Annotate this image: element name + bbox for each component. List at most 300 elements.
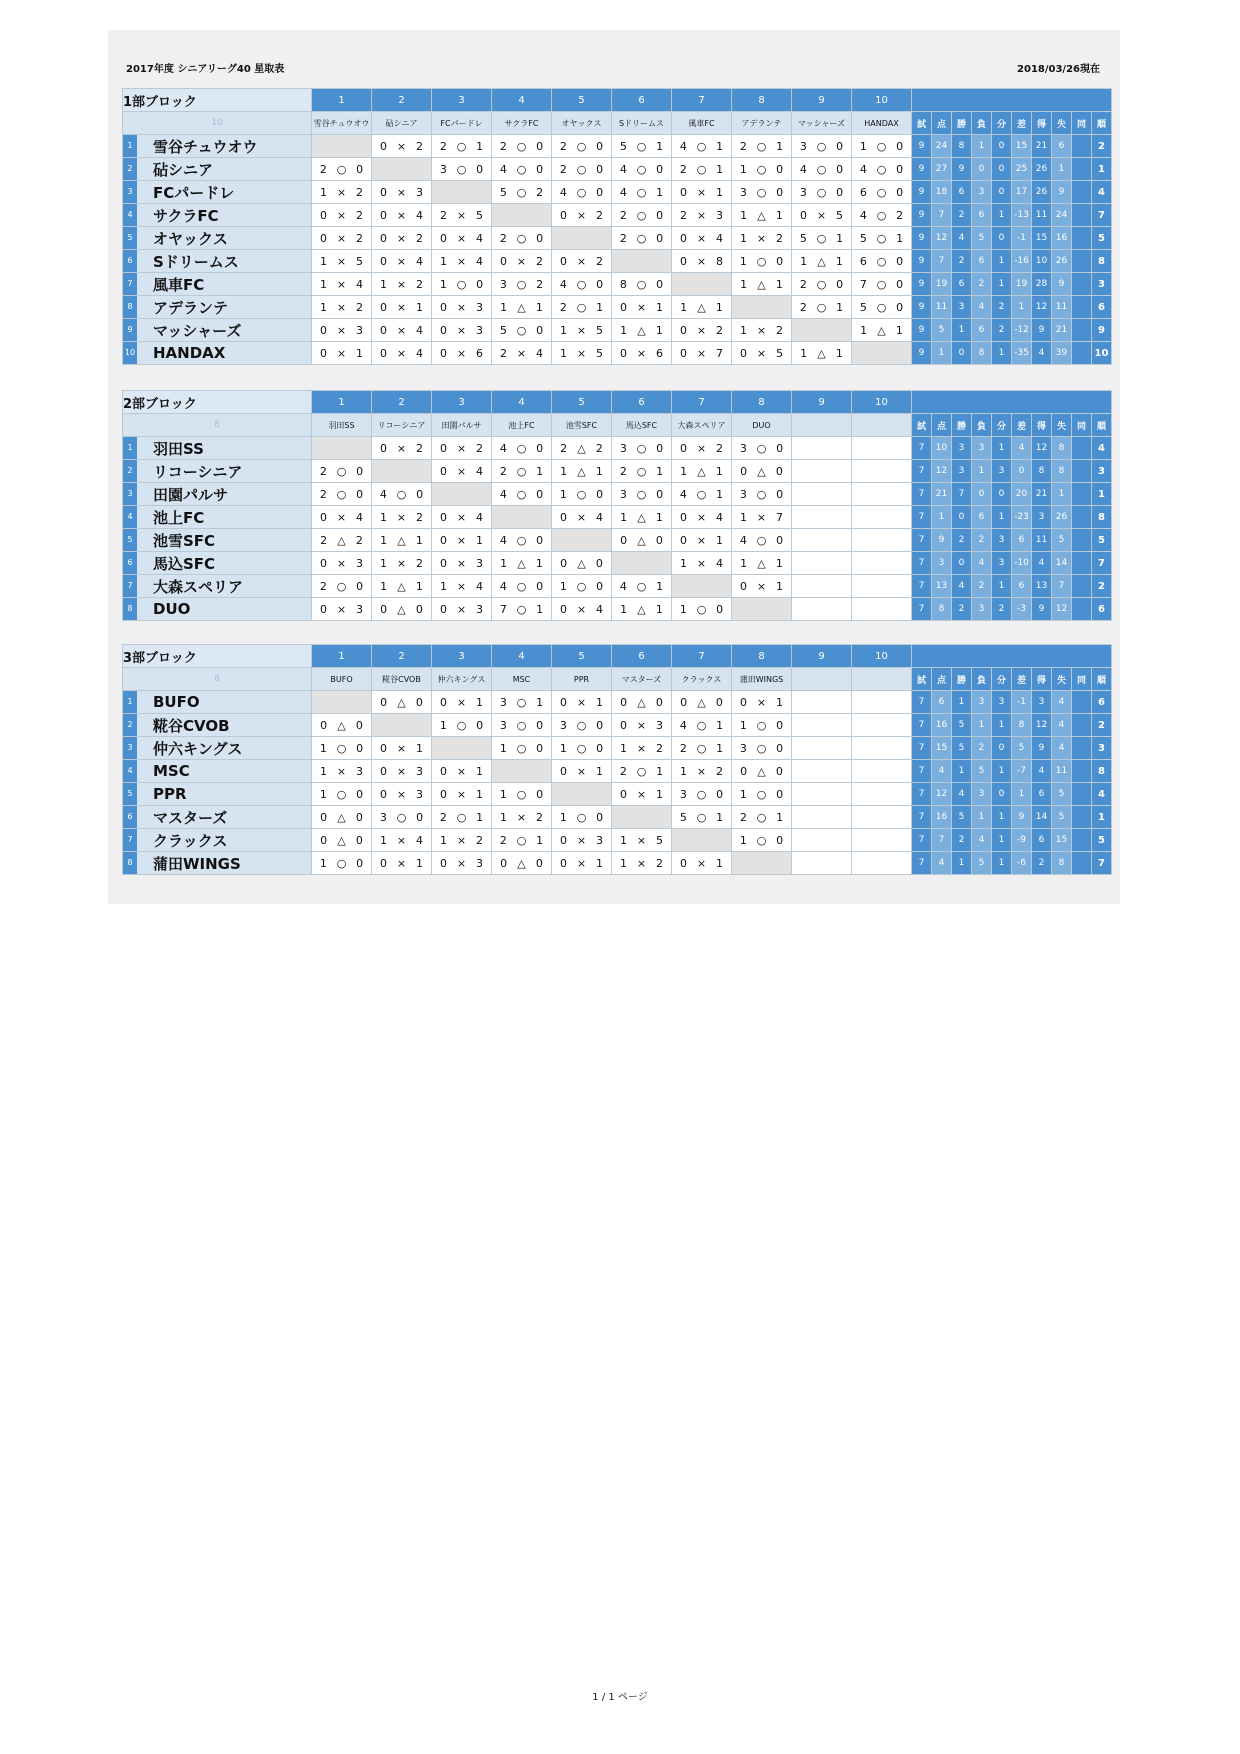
- match-result: [312, 829, 371, 851]
- result-cell: [372, 483, 432, 506]
- team-label: 風車FC: [153, 275, 205, 294]
- result-part: 0: [776, 441, 784, 455]
- result-part: 1: [415, 579, 423, 593]
- result-part: 2: [356, 185, 364, 199]
- stat-value: 9: [912, 158, 932, 181]
- stat-value: [1072, 737, 1092, 760]
- rank-value: 8: [1092, 250, 1112, 273]
- result-part: 0: [379, 323, 387, 337]
- header-row: [123, 645, 1112, 668]
- result-part: ×: [576, 346, 587, 360]
- result-cell: [792, 342, 852, 365]
- stat-value: 3: [952, 460, 972, 483]
- result-cell: [312, 204, 372, 227]
- result-part: 0: [379, 741, 387, 755]
- stat-value: [1072, 691, 1092, 714]
- subheader-row: [123, 414, 1112, 437]
- result-part: 0: [536, 487, 544, 501]
- match-result: [312, 296, 371, 318]
- stat-value: [1072, 319, 1092, 342]
- result-part: 3: [739, 487, 747, 501]
- result-part: 0: [439, 231, 447, 245]
- result-part: 1: [319, 277, 327, 291]
- match-result: [552, 181, 611, 203]
- stat-value: 5: [972, 227, 992, 250]
- rank-value: 8: [1092, 760, 1112, 783]
- result-cell: [672, 227, 732, 250]
- team-name: [123, 342, 312, 365]
- match-result: [312, 852, 371, 874]
- result-part: ×: [336, 556, 347, 570]
- stat-value: [1072, 250, 1092, 273]
- result-cell: [672, 342, 732, 365]
- result-part: 0: [620, 695, 628, 709]
- result-part: ○: [696, 718, 707, 732]
- result-part: ×: [696, 764, 707, 778]
- result-part: 3: [439, 162, 447, 176]
- result-cell: [852, 806, 912, 829]
- result-part: 2: [619, 764, 627, 778]
- stat-value: 1: [992, 250, 1012, 273]
- result-part: ○: [756, 533, 767, 547]
- result-part: 0: [559, 764, 567, 778]
- match-result: [732, 552, 791, 574]
- match-result: [732, 250, 791, 272]
- team-row: [123, 437, 1112, 460]
- result-part: ○: [336, 856, 347, 870]
- match-result: [672, 737, 731, 759]
- stat-value: 8: [1052, 437, 1072, 460]
- result-cell: [372, 273, 432, 296]
- result-part: ×: [336, 323, 347, 337]
- stat-value: 1: [1052, 158, 1072, 181]
- result-part: 1: [775, 556, 783, 570]
- result-part: 0: [379, 856, 387, 870]
- stat-value: 0: [1012, 460, 1032, 483]
- result-cell: [552, 204, 612, 227]
- result-part: 0: [439, 346, 447, 360]
- stat-value: 5: [972, 760, 992, 783]
- result-cell: [312, 273, 372, 296]
- result-cell: [852, 575, 912, 598]
- result-part: 2: [356, 208, 364, 222]
- opponent-header: BUFO: [312, 668, 372, 691]
- result-part: ×: [696, 556, 707, 570]
- stat-value: 4: [932, 852, 952, 875]
- result-cell: [312, 806, 372, 829]
- result-cell: [612, 714, 672, 737]
- result-part: ×: [516, 810, 527, 824]
- match-result: [732, 783, 791, 805]
- stat-value: 21: [1032, 483, 1052, 506]
- rank-value: 3: [1092, 460, 1112, 483]
- result-part: 3: [679, 787, 687, 801]
- result-part: 1: [380, 533, 388, 547]
- match-result: [432, 783, 491, 805]
- result-part: 2: [416, 139, 424, 153]
- rank-value: 6: [1092, 296, 1112, 319]
- stat-value: 4: [1032, 760, 1052, 783]
- stat-value: 24: [932, 135, 952, 158]
- result-part: ○: [696, 741, 707, 755]
- column-number: 6: [612, 391, 672, 414]
- result-part: 0: [439, 441, 447, 455]
- result-cell: [312, 529, 372, 552]
- result-part: 0: [439, 787, 447, 801]
- match-result: [432, 319, 491, 341]
- stat-value: 3: [972, 437, 992, 460]
- team-name: [123, 273, 312, 296]
- result-part: ×: [696, 856, 707, 870]
- result-part: ×: [576, 695, 587, 709]
- result-part: ○: [816, 139, 827, 153]
- column-number: 1: [312, 89, 372, 112]
- result-cell: [312, 227, 372, 250]
- stat-value: 7: [932, 204, 952, 227]
- result-part: △: [397, 602, 406, 616]
- result-part: 0: [775, 464, 783, 478]
- match-result: [552, 250, 611, 272]
- team-name: [123, 460, 312, 483]
- rank-value: 7: [1092, 204, 1112, 227]
- match-result: [612, 296, 671, 318]
- result-part: 1: [679, 602, 687, 616]
- stat-value: 1: [1052, 483, 1072, 506]
- result-part: ○: [396, 487, 407, 501]
- stat-value: -9: [1012, 829, 1032, 852]
- result-part: 1: [620, 323, 628, 337]
- match-result: [492, 806, 551, 828]
- result-cell: [492, 250, 552, 273]
- result-part: 0: [416, 810, 424, 824]
- result-part: ×: [396, 277, 407, 291]
- result-part: ×: [336, 185, 347, 199]
- result-part: 4: [679, 139, 687, 153]
- stat-value: 0: [952, 552, 972, 575]
- team-label: 蒲田WINGS: [153, 854, 241, 873]
- stat-value: 12: [932, 783, 952, 806]
- column-number: 2: [372, 89, 432, 112]
- stat-value: 7: [912, 437, 932, 460]
- result-part: 4: [356, 510, 364, 524]
- match-result: [612, 575, 671, 597]
- result-cell: [432, 296, 492, 319]
- result-part: 1: [739, 323, 747, 337]
- result-cell: [552, 250, 612, 273]
- opponent-header: 池雪SFC: [552, 414, 612, 437]
- result-part: ○: [816, 231, 827, 245]
- result-part: 4: [596, 602, 604, 616]
- stat-value: 0: [992, 181, 1012, 204]
- stat-value: 1: [1012, 296, 1032, 319]
- result-cell: [672, 852, 732, 875]
- stat-value: [1072, 460, 1092, 483]
- result-part: 1: [559, 346, 567, 360]
- block-title: 1部ブロック: [123, 89, 312, 112]
- result-part: 0: [679, 533, 687, 547]
- match-result: [312, 552, 371, 574]
- team-name: [123, 760, 312, 783]
- stat-value: 26: [1052, 506, 1072, 529]
- column-number: 10: [852, 89, 912, 112]
- match-result: [372, 598, 431, 620]
- result-part: ×: [756, 695, 767, 709]
- result-part: 0: [679, 323, 687, 337]
- result-part: 0: [439, 464, 447, 478]
- result-cell: [792, 529, 852, 552]
- result-part: 1: [476, 139, 484, 153]
- standings-table: [122, 88, 1112, 365]
- result-part: ○: [516, 185, 527, 199]
- match-result: [432, 829, 491, 851]
- match-result: [672, 506, 731, 528]
- result-cell: [612, 760, 672, 783]
- result-cell: [492, 181, 552, 204]
- match-result: [312, 760, 371, 782]
- result-cell: [732, 460, 792, 483]
- stat-value: -3: [1012, 598, 1032, 621]
- result-part: ○: [876, 277, 887, 291]
- result-part: 0: [319, 510, 327, 524]
- result-cell: [492, 529, 552, 552]
- opponent-header: DUO: [732, 414, 792, 437]
- result-cell: [492, 737, 552, 760]
- result-cell: [672, 714, 732, 737]
- stat-value: 11: [1052, 760, 1072, 783]
- match-result: [492, 135, 551, 157]
- result-part: ○: [816, 277, 827, 291]
- match-result: [312, 783, 371, 805]
- result-part: 0: [536, 162, 544, 176]
- stat-value: 1: [992, 829, 1012, 852]
- result-part: 0: [439, 856, 447, 870]
- result-part: 5: [836, 208, 844, 222]
- result-cell: [852, 319, 912, 342]
- result-part: 0: [836, 139, 844, 153]
- result-part: ×: [456, 510, 467, 524]
- result-part: 3: [356, 764, 364, 778]
- stat-value: -16: [1012, 250, 1032, 273]
- result-part: ×: [576, 602, 587, 616]
- stat-value: 6: [952, 181, 972, 204]
- result-cell: [612, 437, 672, 460]
- result-part: 1: [319, 764, 327, 778]
- column-number: 6: [612, 89, 672, 112]
- result-part: 1: [800, 346, 808, 360]
- result-part: 1: [655, 602, 663, 616]
- result-part: 3: [656, 718, 664, 732]
- result-part: 2: [499, 139, 507, 153]
- match-result: [312, 575, 371, 597]
- match-result: [372, 135, 431, 157]
- result-part: ○: [576, 579, 587, 593]
- stat-value: 6: [1012, 575, 1032, 598]
- result-cell: [432, 783, 492, 806]
- result-part: 7: [859, 277, 867, 291]
- stat-value: 8: [1052, 460, 1072, 483]
- result-part: ×: [756, 323, 767, 337]
- opponent-header: アデランテ: [732, 112, 792, 135]
- stat-value: 4: [972, 829, 992, 852]
- stat-value: [1072, 204, 1092, 227]
- match-result: [432, 296, 491, 318]
- result-cell: [312, 460, 372, 483]
- result-part: 1: [655, 510, 663, 524]
- stat-value: 0: [992, 783, 1012, 806]
- match-result: [612, 737, 671, 759]
- result-cell: [312, 250, 372, 273]
- result-cell: [852, 181, 912, 204]
- result-part: ×: [576, 208, 587, 222]
- result-part: 5: [356, 254, 364, 268]
- stat-value: 4: [972, 552, 992, 575]
- block-3bu: [122, 644, 1112, 875]
- stat-value: 1: [952, 852, 972, 875]
- match-result: [372, 342, 431, 364]
- match-result: [372, 273, 431, 295]
- row-number: 8: [123, 296, 137, 318]
- result-cell: [612, 737, 672, 760]
- result-part: △: [757, 764, 766, 778]
- match-result: [672, 552, 731, 574]
- result-cell: [432, 575, 492, 598]
- team-label: マッシャーズ: [153, 321, 242, 340]
- result-part: 0: [416, 487, 424, 501]
- rank-value: 2: [1092, 135, 1112, 158]
- match-result: [312, 342, 371, 364]
- stat-header: 差: [1012, 414, 1032, 437]
- result-part: 1: [356, 346, 364, 360]
- result-cell: [852, 460, 912, 483]
- result-part: 1: [559, 579, 567, 593]
- stat-value: 10: [932, 437, 952, 460]
- result-part: 0: [536, 441, 544, 455]
- stat-value: 1: [992, 204, 1012, 227]
- result-cell: [492, 342, 552, 365]
- result-part: △: [517, 300, 526, 314]
- team-name: [123, 204, 312, 227]
- result-part: 5: [499, 323, 507, 337]
- result-part: 1: [619, 833, 627, 847]
- team-count: 8: [123, 668, 312, 691]
- stat-value: 4: [1052, 737, 1072, 760]
- match-result: [492, 342, 551, 364]
- result-part: 0: [620, 533, 628, 547]
- result-part: 1: [535, 556, 543, 570]
- result-part: 2: [416, 441, 424, 455]
- stat-value: 1: [992, 506, 1012, 529]
- result-cell: [732, 575, 792, 598]
- result-part: 0: [319, 346, 327, 360]
- result-part: 4: [716, 510, 724, 524]
- match-result: [492, 691, 551, 713]
- stat-value: -35: [1012, 342, 1032, 365]
- result-part: 1: [895, 323, 903, 337]
- match-result: [672, 437, 731, 459]
- match-result: [852, 273, 911, 295]
- team-row: [123, 529, 1112, 552]
- standings-table: [122, 644, 1112, 875]
- row-number: 4: [123, 760, 137, 782]
- stat-value: 3: [1032, 691, 1052, 714]
- result-part: 0: [536, 718, 544, 732]
- stat-value: 9: [912, 250, 932, 273]
- result-part: ×: [336, 208, 347, 222]
- team-name: [123, 483, 312, 506]
- stat-value: [1072, 806, 1092, 829]
- match-result: [312, 158, 371, 180]
- result-cell: [372, 227, 432, 250]
- stat-value: 0: [992, 227, 1012, 250]
- opponent-header: Sドリームス: [612, 112, 672, 135]
- team-name: [123, 437, 312, 460]
- result-part: 2: [799, 300, 807, 314]
- opponent-header: 馬込SFC: [612, 414, 672, 437]
- result-part: 0: [896, 185, 904, 199]
- team-row: [123, 227, 1112, 250]
- result-part: 1: [716, 139, 724, 153]
- result-cell: [672, 483, 732, 506]
- result-part: ×: [696, 323, 707, 337]
- stat-value: 7: [912, 483, 932, 506]
- match-result: [372, 760, 431, 782]
- stat-value: 4: [952, 783, 972, 806]
- stat-value: 12: [1052, 598, 1072, 621]
- match-result: [612, 273, 671, 295]
- result-part: ×: [396, 300, 407, 314]
- match-result: [672, 852, 731, 874]
- stat-value: 39: [1052, 342, 1072, 365]
- row-number: 6: [123, 250, 137, 272]
- stat-value: -7: [1012, 760, 1032, 783]
- result-cell: [852, 506, 912, 529]
- team-row: [123, 319, 1112, 342]
- stat-value: 4: [1012, 437, 1032, 460]
- stat-value: [1072, 296, 1092, 319]
- result-part: 0: [679, 856, 687, 870]
- result-part: 0: [380, 695, 388, 709]
- result-cell: [312, 737, 372, 760]
- result-part: 1: [560, 464, 568, 478]
- result-cell: [732, 181, 792, 204]
- result-part: 3: [416, 787, 424, 801]
- stat-value: 15: [1012, 135, 1032, 158]
- stat-value: 6: [1032, 829, 1052, 852]
- result-part: △: [757, 277, 766, 291]
- match-result: [432, 852, 491, 874]
- result-part: 0: [776, 741, 784, 755]
- match-result: [732, 460, 791, 482]
- result-part: 0: [379, 231, 387, 245]
- result-cell: [612, 273, 672, 296]
- result-part: 2: [416, 277, 424, 291]
- result-part: △: [697, 464, 706, 478]
- stat-value: 6: [972, 319, 992, 342]
- stat-value: 26: [1032, 181, 1052, 204]
- result-part: ×: [396, 231, 407, 245]
- result-part: 1: [559, 487, 567, 501]
- result-part: 2: [476, 833, 484, 847]
- rank-value: 6: [1092, 598, 1112, 621]
- team-row: [123, 204, 1112, 227]
- stat-value: 3: [972, 181, 992, 204]
- result-part: ○: [816, 300, 827, 314]
- result-part: ○: [756, 185, 767, 199]
- row-number: 1: [123, 135, 137, 157]
- match-result: [552, 342, 611, 364]
- team-label: PPR: [153, 785, 187, 803]
- result-cell: [792, 552, 852, 575]
